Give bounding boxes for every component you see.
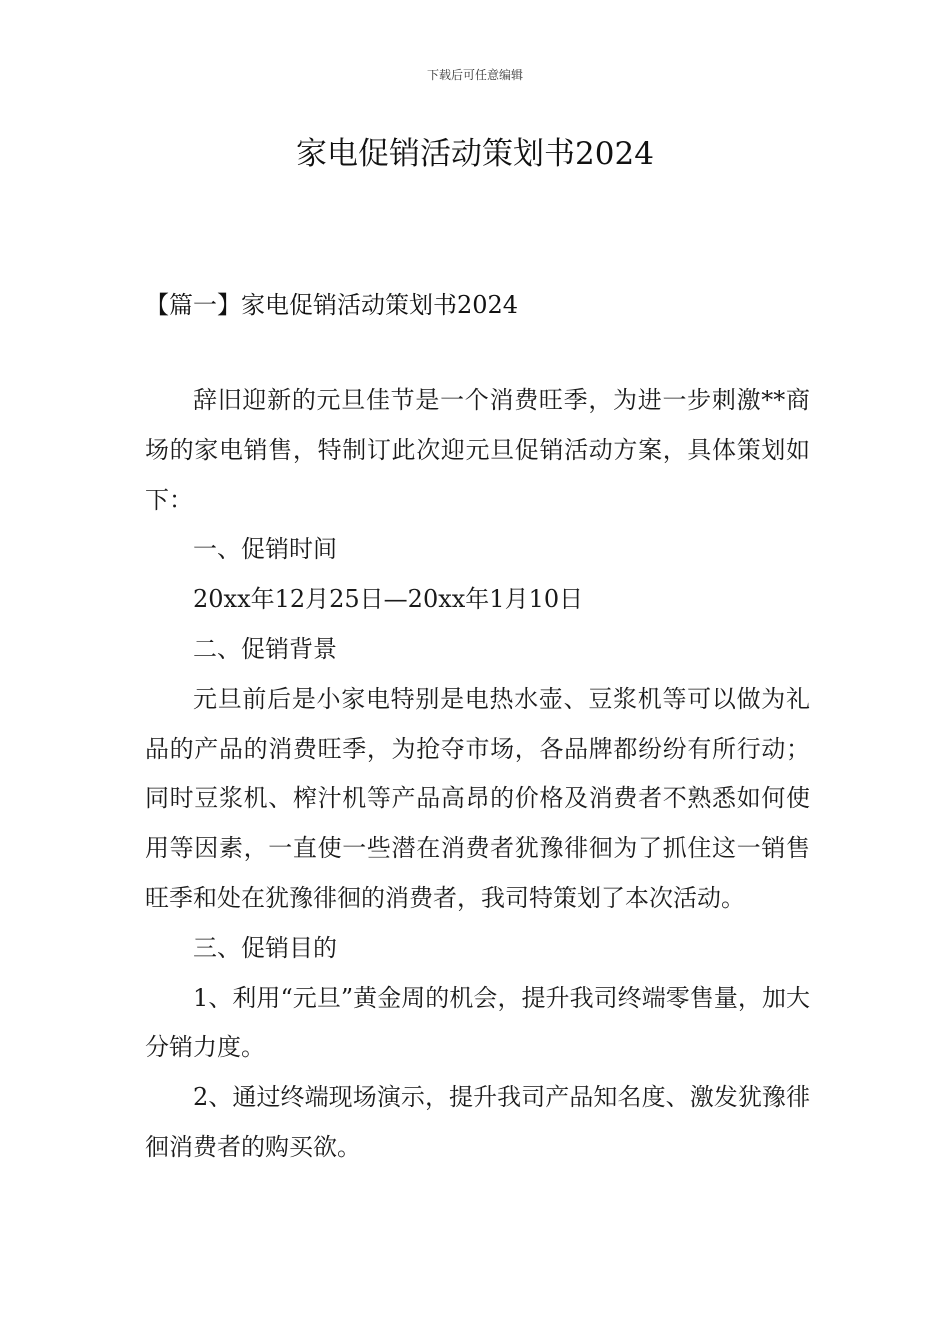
promotion-date-range: 20xx年12月25日—20xx年1月10日 [193,585,584,614]
heading-promotion-time: 一、促销时间 [193,535,337,564]
heading-promotion-purpose: 三、促销目的 [193,933,337,962]
heading-promotion-background: 二、促销背景 [193,634,337,663]
section-heading: 【篇一】家电促销活动策划书2024 [145,291,519,319]
document-title: 家电促销活动策划书2024 [296,136,654,172]
document-body [145,376,810,1173]
background-paragraph: 元旦前后是小家电特别是电热水壶、豆浆机等可以做为礼品的产品的消费旺季，为抢夺市场，各品牌都纷纷有所行动；同时豆浆机、榨汁机等产品高昂的价格及消费者不熟悉如何使用等因素，一直使一些潜在消费者犹豫徘徊为了抓住这一销售旺季和处在犹豫徘徊的消费者，我司特策划了本次活动。 [145,684,810,912]
header-note: 下载后可任意编辑 [426,68,523,82]
purpose-item-1: 1、利用“元旦”黄金周的机会，提升我司终端零售量，加大分销力度。 [145,983,810,1062]
intro-paragraph: 辞旧迎新的元旦佳节是一个消费旺季，为进一步刺激**商场的家电销售，特制订此次迎元旦促销活动方案，具体策划如下： [145,386,810,514]
purpose-item-2: 2、通过终端现场演示，提升我司产品知名度、激发犹豫徘徊消费者的购买欲。 [145,1083,810,1161]
